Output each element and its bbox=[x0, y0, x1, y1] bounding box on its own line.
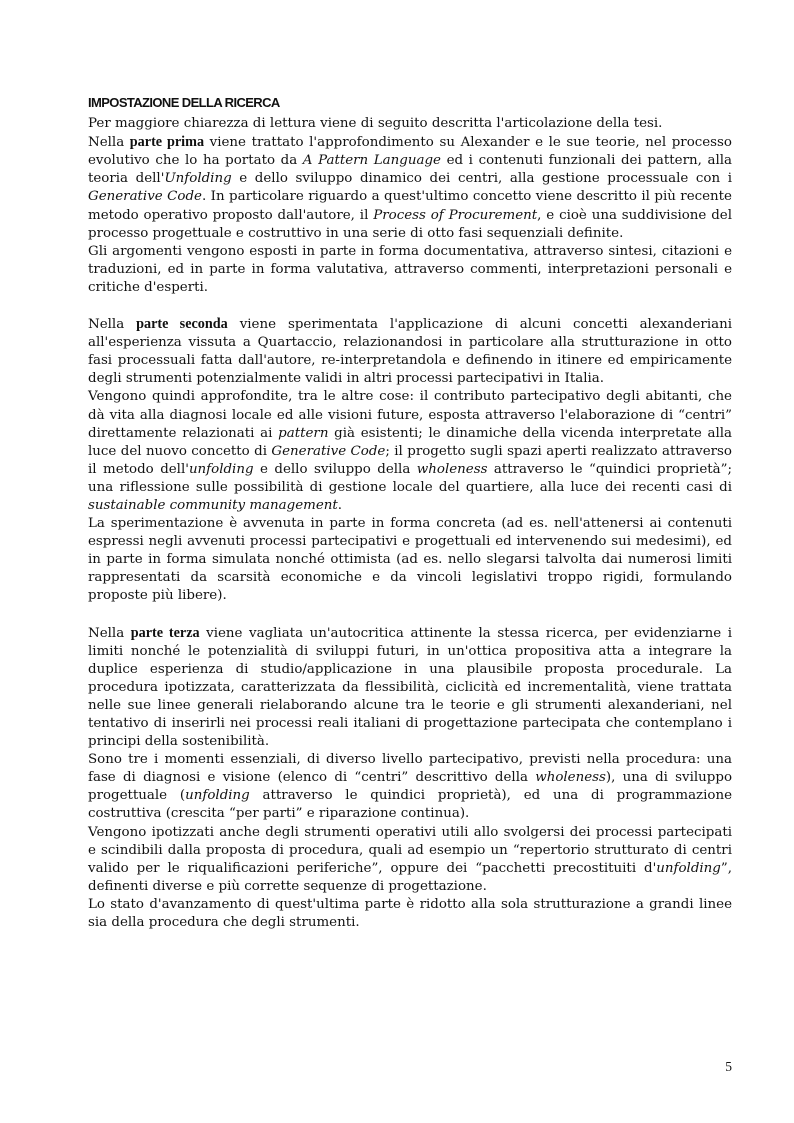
document-body bbox=[88, 94, 732, 932]
section-heading: IMPOSTAZIONE DELLA RICERCA bbox=[88, 95, 280, 110]
part-three-status-paragraph: Lo stato d'avanzamento di quest'ultima parte è ridotto alla sola strutturazione a grandi linee sia della procedura che degli strumenti. bbox=[88, 896, 732, 931]
part-one-method-paragraph: Gli argomenti vengono esposti in parte in forma documentativa, attraverso sintesi, citazioni e traduzioni, ed in parte in forma valutativa, attraverso commenti, interpretazioni personali e critiche d'esperti. bbox=[88, 243, 732, 295]
part-one-paragraph: Nella parte prima viene trattato l'approfondimento su Alexander e le sue teorie, nel processo evolutivo che lo ha portato da A Pattern Language ed i contenuti funzionali dei pattern, alla teoria dell'Unfolding e dello sviluppo dinamico dei centri, alla gestione processuale con i Generative Code. In particolare riguardo a quest'ultimo concetto viene descritto il più recente metodo operativo proposto dall'autore, il Process of Procurement, e cioè una suddivisione del processo progettuale e costruttivo in una serie di otto fasi sequenziali definite. bbox=[88, 134, 733, 241]
part-three-tools-paragraph: Vengono ipotizzati anche degli strumenti operativi utili allo svolgersi dei processi partecipati e scindibili dalla proposta di procedura, quali ad esempio un “repertorio strutturato di centri valido per le riqualificazioni periferiche”, oppure dei “pacchetti precostituiti d'unfolding”, definenti diverse e più corrette sequenze di progettazione. bbox=[88, 824, 732, 894]
page-number: 5 bbox=[725, 1059, 732, 1074]
paragraph-gap bbox=[88, 297, 732, 315]
part-two-paragraph: Nella parte seconda viene sperimentata l'applicazione di alcuni concetti alexanderiani all'esperienza vissuta a Quartaccio, relazionandosi in particolare alla strutturazione in otto fasi processuali fatta dall'autore, re-interpretandola e definendo in itinere ed empiricamente degli strumenti potenzialmente validi in altri processi partecipativi in Italia. bbox=[88, 316, 732, 387]
paragraph-gap bbox=[88, 606, 732, 624]
part-two-experiment-paragraph: La sperimentazione è avvenuta in parte in forma concreta (ad es. nell'attenersi ai contenuti espressi negli avvenuti processi partecipativi e progettuali ed intervenendo sui medesimi), ed in parte in forma simulata nonché ottimista (ad es. nello slegarsi talvolta dai numerosi limiti rappresentati da scarsità economiche e da vincoli legislativi troppo rigidi, formulando proposte più libere). bbox=[88, 516, 732, 604]
intro-paragraph: Per maggiore chiarezza di lettura viene di seguito descritta l'articolazione della tesi. bbox=[88, 116, 663, 132]
part-one-label: parte prima bbox=[129, 134, 205, 151]
part-three-moments-paragraph: Sono tre i momenti essenziali, di diverso livello partecipativo, previsti nella procedura: una fase di diagnosi e visione (elenco di “centri” descrittivo della wholeness), una di sviluppo progettuale (unfolding attraverso le quindici proprietà), ed una di programmazione costruttiva (crescita “per parti” e riparazione continua). bbox=[88, 752, 733, 822]
part-two-label: parte seconda bbox=[136, 316, 228, 333]
part-two-topics-paragraph: Vengono quindi approfondite, tra le altre cose: il contributo partecipativo degli abitanti, che dà vita alla diagnosi locale ed alle visioni future, esposta attraverso l'elaborazione di “centri” direttamente relazionati ai pattern già esistenti; le dinamiche della vicenda interpretate alla luce del nuovo concetto di Generative Code; il progetto sugli spazi aperti realizzato attraverso il metodo dell'unfolding e dello sviluppo della wholeness attraverso le “quindici proprietà”; una riflessione sulle possibilità di gestione locale del quartiere, alla luce dei recenti casi di sustainable community management. bbox=[88, 389, 732, 513]
part-three-label: parte terza bbox=[130, 624, 200, 641]
part-three-paragraph: Nella parte terza viene vagliata un'autocritica attinente la stessa ricerca, per evidenziarne i limiti nonché le potenzialità di sviluppi futuri, in un'ottica propositiva atta a integrare la duplice esperienza di studio/applicazione in una plausibile proposta procedurale. La procedura ipotizzata, caratterizzata da flessibilità, ciclicità ed incrementalità, viene trattata nelle sue linee generali rielaborando alcune tra le teorie e gli strumenti alexanderiani, nel tentativo di inserirli nei processi reali italiani di progettazione partecipata che contemplano i principi della sostenibilità. bbox=[88, 624, 733, 750]
